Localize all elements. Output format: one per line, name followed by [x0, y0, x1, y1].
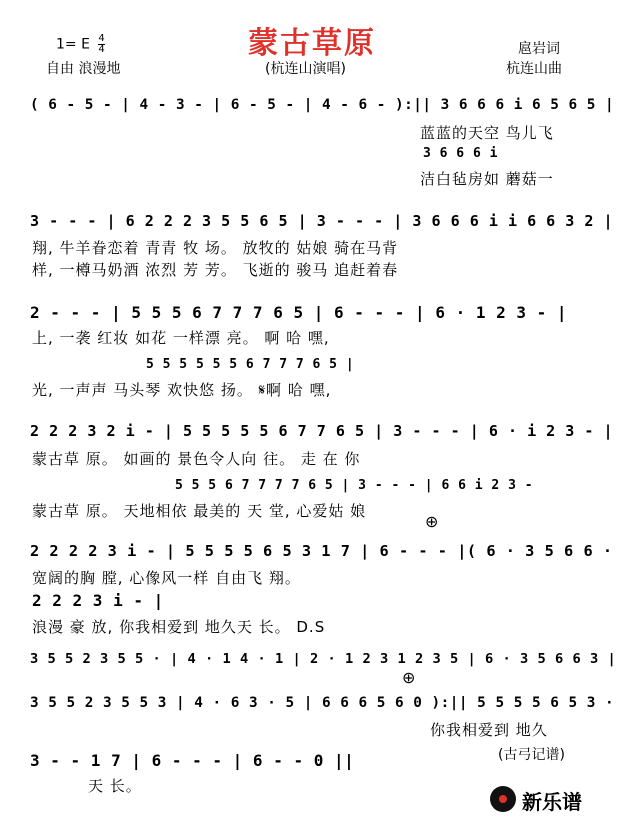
notation-credit: (古弓记谱) [498, 747, 565, 763]
lyric-line: 宽阔的胸 膛, 心像风一样 自由飞 翔。 [32, 569, 301, 587]
notation-row: ( 6 - 5 - | 4 - 3 - | 6 - 5 - | 4 - 6 - ):|| 3 6 6 6 i 6 5 6 5 | [30, 97, 615, 113]
notation-row: 5 5 5 6 7 7 7 7 6 5 | 3 - - - | 6 6 i 2 3 - [175, 478, 534, 493]
notation-row: 2 - - - | 5 5 5 6 7 7 7 6 5 | 6 - - - | 6 · 1 2 3 - | [30, 303, 568, 322]
lyric-line: 蒙古草 原。 天地相依 最美的 天 堂, 心爱姑 娘 [32, 502, 367, 520]
notation-row: 5 5 5 5 5 5 6 7 7 7 6 5 | [146, 357, 355, 372]
notation-row: 3 5 5 2 3 5 5 3 | 4 · 6 3 · 5 | 6 6 6 5 6 0 ):|| 5 5 5 5 6 5 3 · [30, 695, 615, 711]
key-label: 1= E [56, 36, 90, 53]
notation-row: 3 5 5 2 3 5 5 · | 4 · 1 4 · 1 | 2 · 1 2 3 1 2 3 5 | 6 · 3 5 6 6 3 | [30, 651, 617, 667]
key-signature [56, 34, 105, 55]
song-title: 蒙古草原 [248, 26, 376, 61]
coda-sign-1: ⊕ [425, 512, 439, 531]
notation-row: 3 - - 1 7 | 6 - - - | 6 - - 0 || [30, 751, 355, 770]
lyric-line: 样, 一樽马奶酒 浓烈 芳 芳。 飞逝的 骏马 追赶着春 [32, 261, 399, 279]
notation-row: 3 - - - | 6 2 2 2 3 5 5 6 5 | 3 - - - | 3 6 6 6 i i 6 6 3 2 | [30, 212, 614, 230]
lyric-line: 天 长。 [88, 777, 142, 795]
site-logo [490, 784, 610, 814]
tempo-marking: 自由 浪漫地 [46, 61, 121, 77]
performer: (杭连山演唱) [265, 61, 346, 77]
composer: 杭连山曲 [506, 61, 562, 77]
lyric-line: 浪漫 豪 放, 你我相爱到 地久天 长。 D.S [32, 618, 326, 636]
logo-text: 新乐谱 [522, 790, 582, 814]
lyric-line: 洁白毡房如 蘑菇一 [420, 170, 554, 188]
coda-sign-2: ⊕ [402, 668, 416, 687]
notation-row: 3 6 6 6 i [423, 146, 498, 161]
lyric-line: 光, 一声声 马头琴 欢快悠 扬。 𝄋啊 哈 嘿, [32, 381, 332, 399]
notation-row: 2 2 2 3 i - | [32, 591, 164, 610]
lyric-line: 上, 一袭 红妆 如花 一样漂 亮。 啊 哈 嘿, [32, 329, 330, 347]
notation-row: 2 2 2 2 3 i - | 5 5 5 5 6 5 3 1 7 | 6 - - - |( 6 · 3 5 6 6 · [30, 542, 613, 560]
lyricist: 扈岩词 [518, 41, 560, 57]
lyric-line: 你我相爱到 地久 [430, 721, 548, 739]
vinyl-record-icon [490, 786, 516, 812]
time-denominator: 4 [98, 44, 105, 55]
time-numerator: 4 [98, 33, 105, 44]
lyric-line: 蒙古草 原。 如画的 景色令人向 往。 走 在 你 [32, 450, 361, 468]
time-signature [98, 34, 104, 55]
notation-row: 2 2 2 3 2 i - | 5 5 5 5 5 6 7 7 6 5 | 3 - - - | 6 · i 2 3 - | [30, 422, 614, 440]
lyric-line: 蓝蓝的天空 鸟儿飞 [420, 124, 554, 142]
lyric-line: 翔, 牛羊眷恋着 青青 牧 场。 放牧的 姑娘 骑在马背 [32, 239, 399, 257]
